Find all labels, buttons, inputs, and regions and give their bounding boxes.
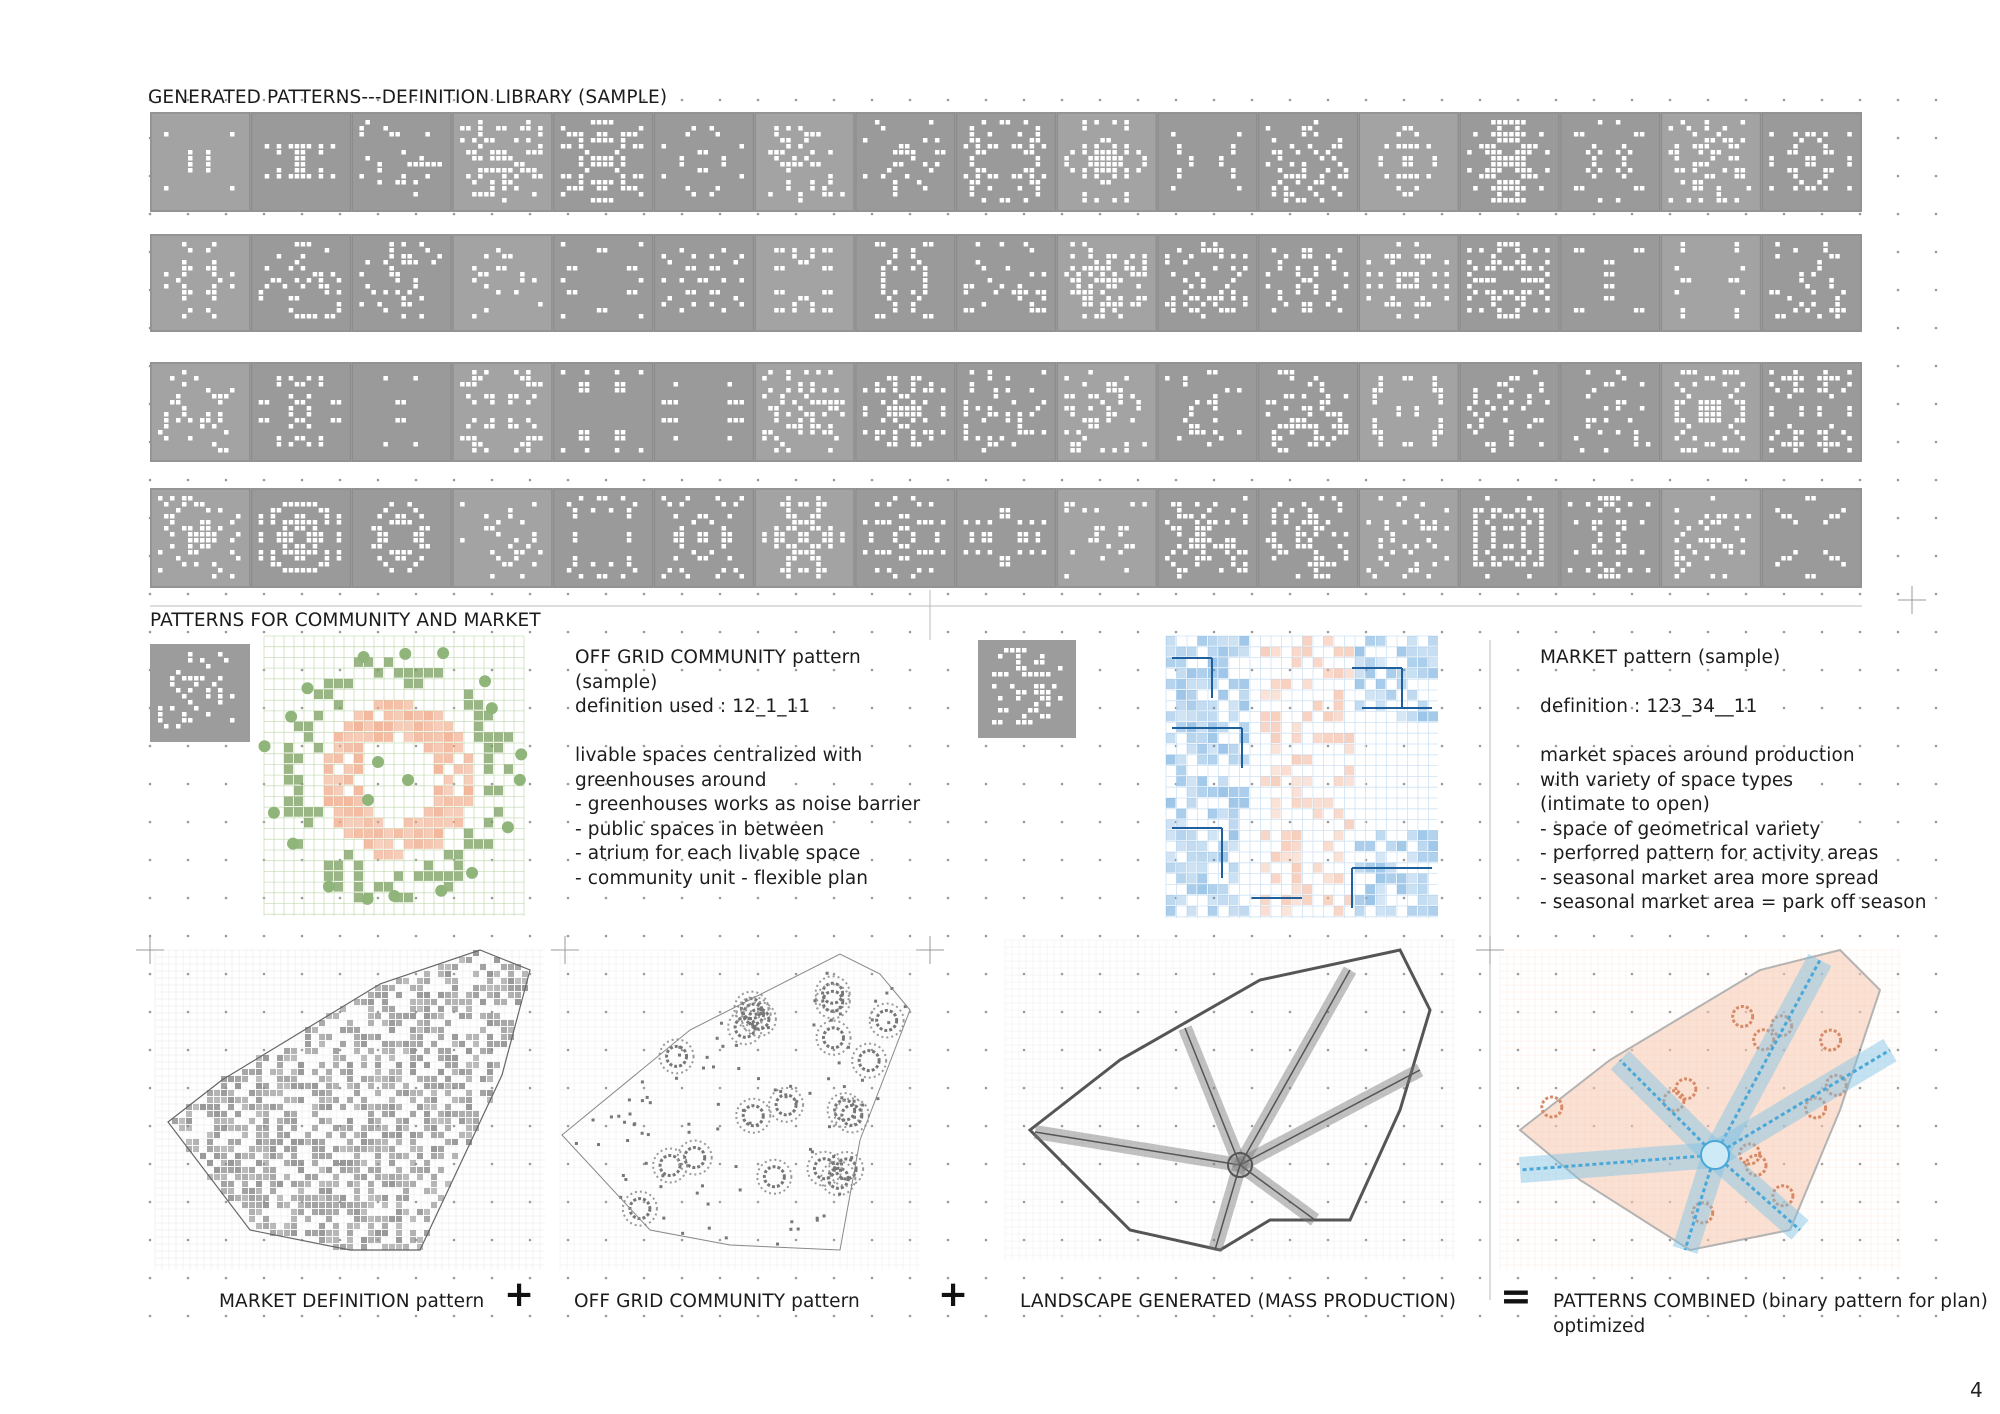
community-description xyxy=(575,646,920,891)
library-title: GENERATED PATTERNS---DEFINITION LIBRARY (SAMPLE) xyxy=(148,87,668,108)
patterns-section-title: PATTERNS FOR COMMUNITY AND MARKET xyxy=(150,610,541,631)
community-body-line-2: greenhouses around xyxy=(575,769,767,791)
landscape-label xyxy=(1020,1290,1456,1315)
market-body-line-1: market spaces around production xyxy=(1540,745,1855,766)
plus-icon: + xyxy=(938,1274,969,1315)
plus-icon: + xyxy=(504,1274,535,1315)
market-sample-thumbnail xyxy=(978,640,1076,738)
market-body-line-6: - seasonal market area more spread xyxy=(1540,867,1879,889)
pattern-strip-1 xyxy=(150,112,1862,212)
pattern-strip-2 xyxy=(150,234,1862,332)
community-body-line-4: - public spaces in between xyxy=(575,818,825,840)
community-definition: definition used : 12_1_11 xyxy=(575,696,811,717)
landscape-label-main: LANDSCAPE GENERATED (MASS PRODUCTION) xyxy=(1020,1291,1457,1312)
pattern-strip-3 xyxy=(150,362,1862,462)
combined-label-rest: (binary pattern for plan) xyxy=(1755,1291,1988,1312)
market-definition-site-plan xyxy=(150,930,570,1270)
combined-label-main: PATTERNS COMBINED xyxy=(1553,1291,1756,1312)
community-sample-thumbnail xyxy=(150,644,250,742)
market-body-line-5: - perforred pattern for activity areas xyxy=(1540,843,1879,864)
pattern-strip-4 xyxy=(150,488,1862,588)
market-definition-label-rest: pattern xyxy=(409,1291,485,1312)
market-definition-label xyxy=(219,1290,484,1315)
community-body-line-3: - greenhouses works as noise barrier xyxy=(575,794,921,815)
market-pattern-diagram xyxy=(1152,628,1438,920)
page-number: 4 xyxy=(1970,1378,1983,1402)
community-title-line-1: OFF GRID COMMUNITY pattern xyxy=(575,647,861,668)
combined-label xyxy=(1553,1290,1988,1339)
community-body-line-5: - atrium for each livable space xyxy=(575,843,861,864)
community-label xyxy=(574,1290,860,1315)
community-body-line-6: - community unit - flexible plan xyxy=(575,867,869,889)
community-body-line-1: livable spaces centralized with xyxy=(575,745,863,766)
market-body-line-4: - space of geometrical variety xyxy=(1540,818,1821,840)
community-site-plan xyxy=(550,930,950,1270)
market-description xyxy=(1540,646,1927,916)
market-definition: definition : 123_34__11 xyxy=(1540,696,1758,717)
combined-site-plan xyxy=(1490,930,1910,1270)
market-definition-label-main: MARKET DEFINITION xyxy=(219,1291,410,1312)
market-body-line-2: with variety of space types xyxy=(1540,769,1794,791)
market-body-line-3: (intimate to open) xyxy=(1540,794,1710,815)
market-body-line-7: - seasonal market area = park off season xyxy=(1540,892,1927,913)
combined-label-line2: optimized xyxy=(1553,1315,1646,1337)
community-pattern-diagram xyxy=(258,630,536,922)
community-title-line-2: (sample) xyxy=(575,671,658,693)
landscape-site-plan xyxy=(1000,930,1460,1270)
community-label-main: OFF GRID COMMUNITY xyxy=(574,1291,786,1312)
market-title-line: MARKET pattern (sample) xyxy=(1540,647,1781,668)
community-label-rest: pattern xyxy=(785,1291,860,1312)
equals-icon: = xyxy=(1500,1274,1532,1318)
